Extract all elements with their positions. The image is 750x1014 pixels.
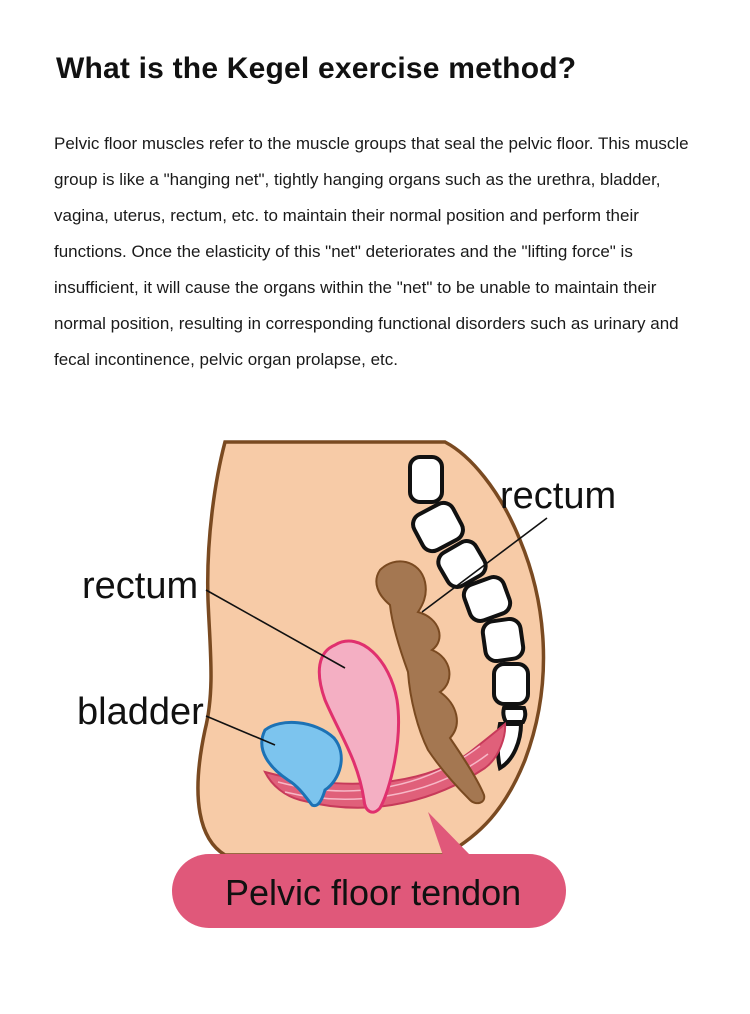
bladder-label: bladder: [77, 691, 204, 733]
page-title: What is the Kegel exercise method?: [56, 52, 577, 85]
intro-paragraph: Pelvic floor muscles refer to the muscle groups that seal the pelvic floor. This muscle group is like a "hanging net", tightly hanging organs such as the urethra, bladder, vagina, uterus, rectum, etc. to maintain their normal position and perform their functions. Once the elasticity of this "net" deteriorates and the "lifting force" is insufficient, it will cause the organs within the "net" to be unable to maintain their normal position, resulting in corresponding functional disorders such as urinary and fecal incontinence, pelvic organ prolapse, etc.: [54, 134, 689, 369]
callout-text: Pelvic floor tendon: [225, 872, 522, 913]
rectum-label-left: rectum: [82, 565, 199, 607]
rectum-label-right: rectum: [500, 475, 617, 517]
pelvic-floor-diagram: [0, 420, 750, 980]
